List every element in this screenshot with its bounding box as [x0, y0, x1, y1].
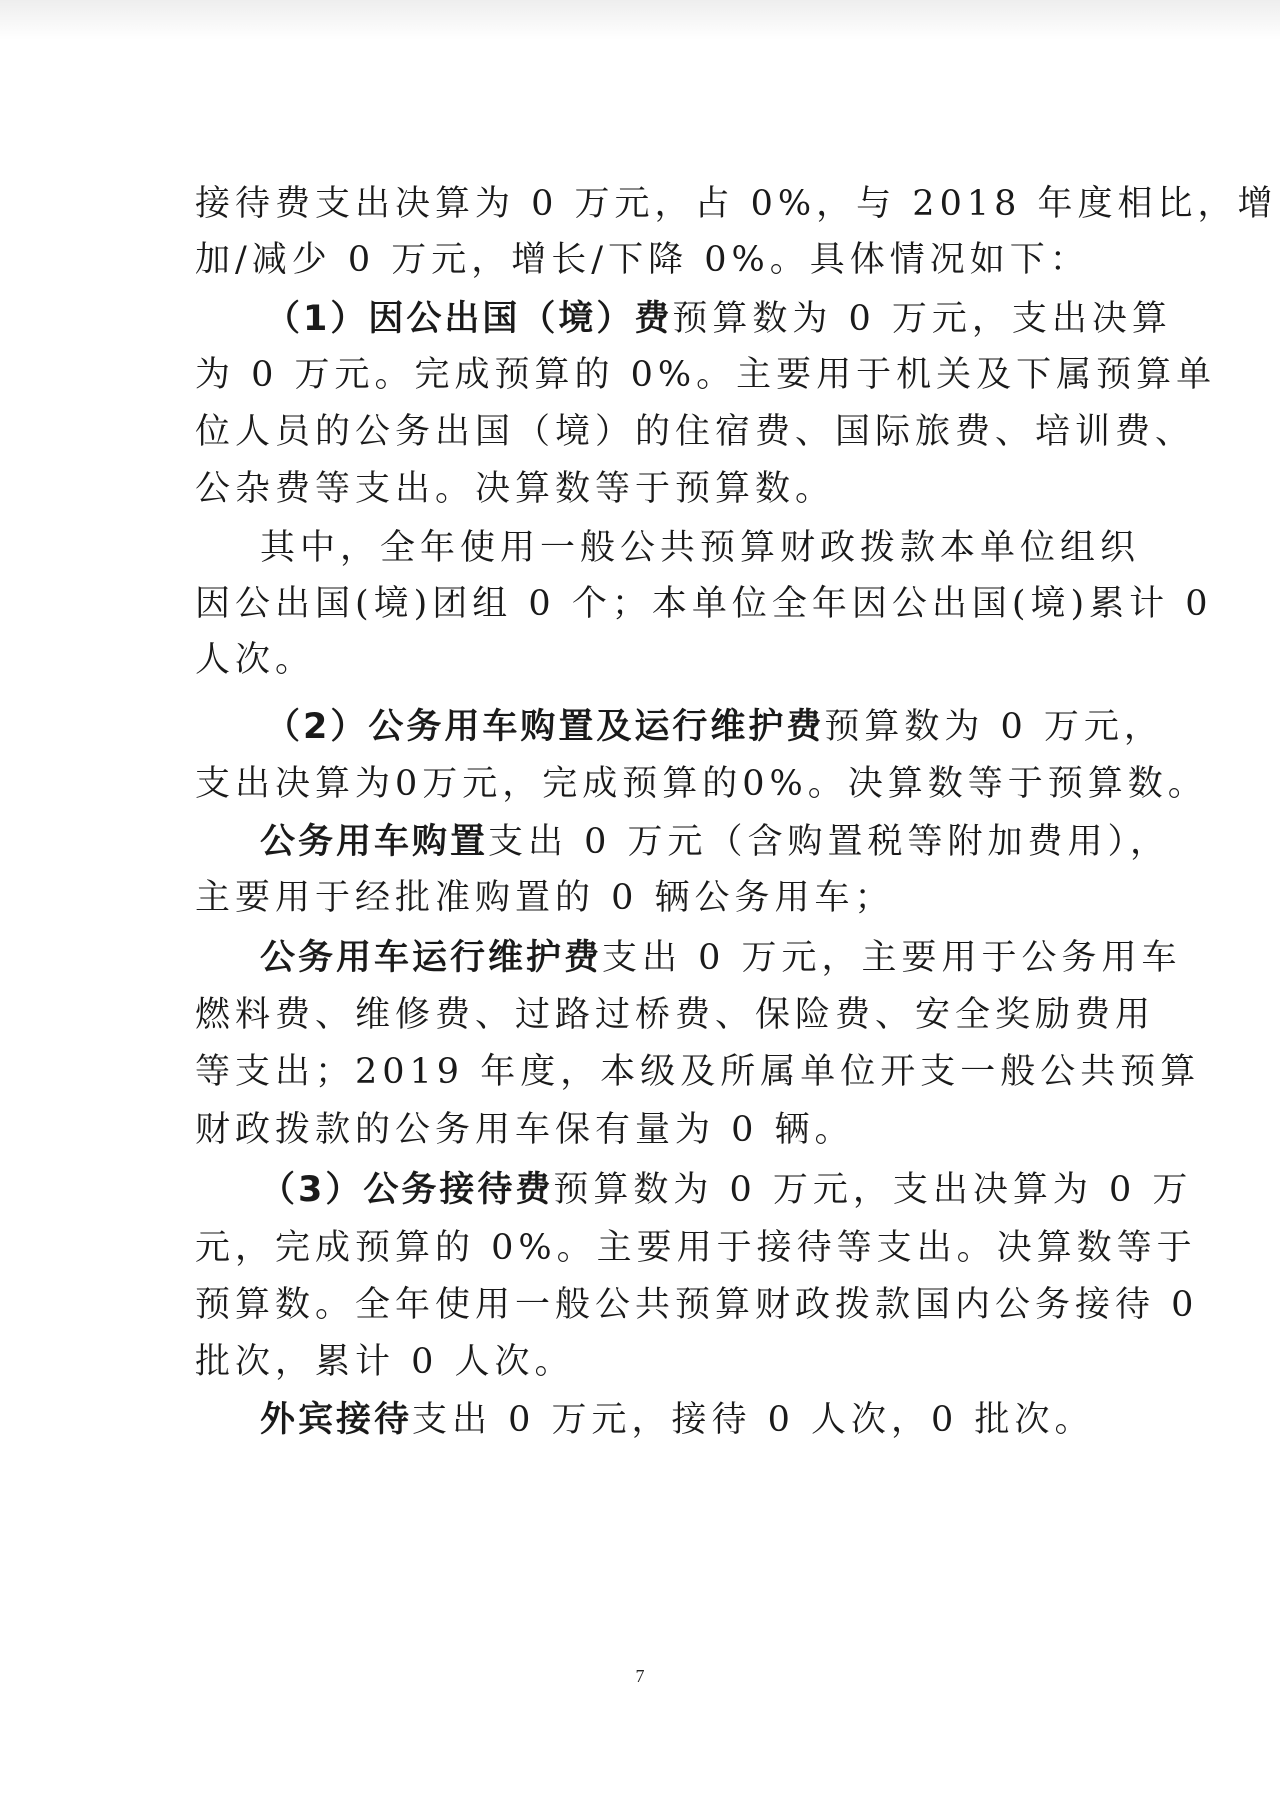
text-line — [195, 993, 1155, 1037]
text-segment: 公杂费等支出。决算数等于预算数。 — [195, 469, 836, 509]
text-line — [195, 410, 1195, 454]
text-line — [265, 705, 1164, 749]
text-segment: 预算数为 0 万元，支出决算 — [672, 299, 1172, 339]
text-segment: 因公出国(境)团组 0 个；本单位全年因公出国(境)累计 0 — [195, 584, 1213, 624]
text-line — [260, 936, 1182, 980]
text-line — [195, 353, 1216, 397]
bold-heading: 外宾接待 — [260, 1400, 413, 1440]
text-segment: 支出 0 万元（含购置税等附加费用）， — [488, 822, 1171, 862]
text-line — [260, 526, 1140, 570]
text-segment: 接待费支出决算为 0 万元，占 0%，与 2018 年度相比，增 — [195, 184, 1278, 224]
text-line — [195, 638, 315, 682]
text-segment: 元，完成预算的 0%。主要用于接待等支出。决算数等于 — [195, 1228, 1197, 1268]
text-segment: 预算数。全年使用一般公共预算财政拨款国内公务接待 0 — [195, 1285, 1199, 1325]
text-line — [195, 1108, 855, 1152]
bold-heading: 公务用车购置 — [260, 822, 489, 862]
bold-heading: （3）公务接待费 — [260, 1170, 554, 1210]
text-segment: 为 0 万元。完成预算的 0%。主要用于机关及下属预算单 — [195, 355, 1217, 395]
text-line — [265, 297, 1172, 341]
text-line — [195, 1283, 1198, 1327]
text-line — [195, 582, 1213, 626]
text-segment: 支出决算为0万元，完成预算的0%。决算数等于预算数。 — [195, 764, 1208, 804]
bold-heading: （1）因公出国（境）费 — [265, 299, 673, 339]
text-segment: 财政拨款的公务用车保有量为 0 辆。 — [195, 1110, 855, 1150]
text-line — [260, 820, 1170, 864]
text-segment: 等支出；2019 年度，本级及所属单位开支一般公共预算 — [195, 1052, 1201, 1092]
text-segment: 预算数为 0 万元， — [824, 707, 1164, 747]
text-line — [195, 1340, 575, 1384]
text-segment: 支出 0 万元，接待 0 人次，0 批次。 — [412, 1400, 1095, 1440]
text-line — [195, 876, 895, 920]
page-number: 7 — [635, 1666, 645, 1686]
text-segment: 预算数为 0 万元，支出决算为 0 万 — [553, 1170, 1193, 1210]
text-segment: 加/减少 0 万元，增长/下降 0%。具体情况如下： — [195, 240, 1090, 280]
text-segment: 人次。 — [195, 640, 316, 680]
text-line — [195, 467, 835, 511]
bold-heading: 公务用车运行维护费 — [260, 938, 603, 978]
text-line — [195, 1050, 1200, 1094]
text-line — [195, 1226, 1197, 1270]
bold-heading: （2）公务用车购置及运行维护费 — [265, 707, 825, 747]
text-segment: 批次，累计 0 人次。 — [195, 1342, 575, 1382]
text-line — [260, 1168, 1192, 1212]
text-segment: 燃料费、维修费、过路过桥费、保险费、安全奖励费用 — [195, 995, 1156, 1035]
scan-shadow — [0, 0, 1280, 40]
text-segment: 其中，全年使用一般公共预算财政拨款本单位组织 — [260, 528, 1141, 568]
text-line — [195, 762, 1208, 806]
text-line — [195, 238, 1090, 282]
text-segment: 位人员的公务出国（境）的住宿费、国际旅费、培训费、 — [195, 412, 1196, 452]
text-line — [195, 182, 1278, 226]
text-segment: 支出 0 万元，主要用于公务用车 — [602, 938, 1182, 978]
text-segment: 主要用于经批准购置的 0 辆公务用车； — [195, 878, 895, 918]
text-line — [260, 1398, 1094, 1442]
